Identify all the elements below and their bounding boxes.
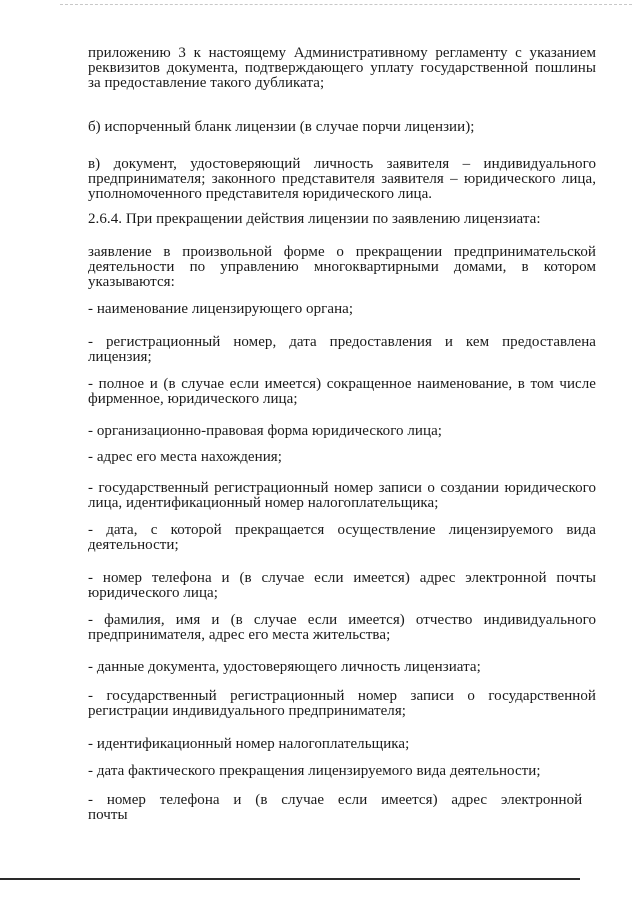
list-item-state-registration: - государственный регистрационный номер записи о создании юридического лица, идентификационный номер налогоплательщика; [88, 480, 596, 511]
paragraph-section-2-6-4: 2.6.4. При прекращении действия лицензии по заявлению лицензиата: [88, 211, 541, 227]
list-item-entrepreneur-registration: - государственный регистрационный номер записи о государственной регистрации индивидуального предпринимателя; [88, 688, 596, 719]
list-item-licensing-authority: - наименование лицензирующего органа; [88, 301, 354, 317]
list-item-identity-document-data: - данные документа, удостоверяющего личность лицензиата; [88, 659, 481, 675]
scan-bottom-edge [0, 878, 580, 880]
list-item-registration-number: - регистрационный номер, дата предоставления и кем предоставлена лицензия; [88, 334, 596, 365]
list-item-entrepreneur-name: - фамилия, имя и (в случае если имеется) отчество индивидуального предпринимателя, адрес его места жительства; [88, 612, 596, 643]
list-item-termination-date: - дата, с которой прекращается осуществление лицензируемого вида деятельности; [88, 522, 596, 553]
paragraph-free-form-application: заявление в произвольной форме о прекращении предпринимательской деятельности по управлению многоквартирными домами, в котором указываются: [88, 244, 596, 290]
paragraph-duplicate-application: приложению 3 к настоящему Административному регламенту с указанием реквизитов документа, подтверждающего уплату государственной пошлины за предоставление такого дубликата; [88, 45, 596, 91]
paragraph-identity-document: в) документ, удостоверяющий личность заявителя – индивидуального предпринимателя; законного представителя заявителя – юридического лица, уполномоченного представителя юридического лица. [88, 156, 596, 202]
paragraph-damaged-license-form: б) испорченный бланк лицензии (в случае порчи лицензии); [88, 119, 475, 135]
list-item-phone-email-entrepreneur: - номер телефона и (в случае если имеется) адрес электронной почты [88, 792, 583, 823]
list-item-location-address: - адрес его места нахождения; [88, 449, 282, 465]
scan-top-edge [60, 4, 632, 6]
list-item-actual-termination-date: - дата фактического прекращения лицензируемого вида деятельности; [88, 763, 541, 779]
list-item-full-name: - полное и (в случае если имеется) сокращенное наименование, в том числе фирменное, юридического лица; [88, 376, 596, 407]
list-item-legal-form: - организационно-правовая форма юридического лица; [88, 423, 442, 439]
list-item-phone-email-legal: - номер телефона и (в случае если имеется) адрес электронной почты юридического лица; [88, 570, 596, 601]
list-item-taxpayer-number: - идентификационный номер налогоплательщика; [88, 736, 410, 752]
